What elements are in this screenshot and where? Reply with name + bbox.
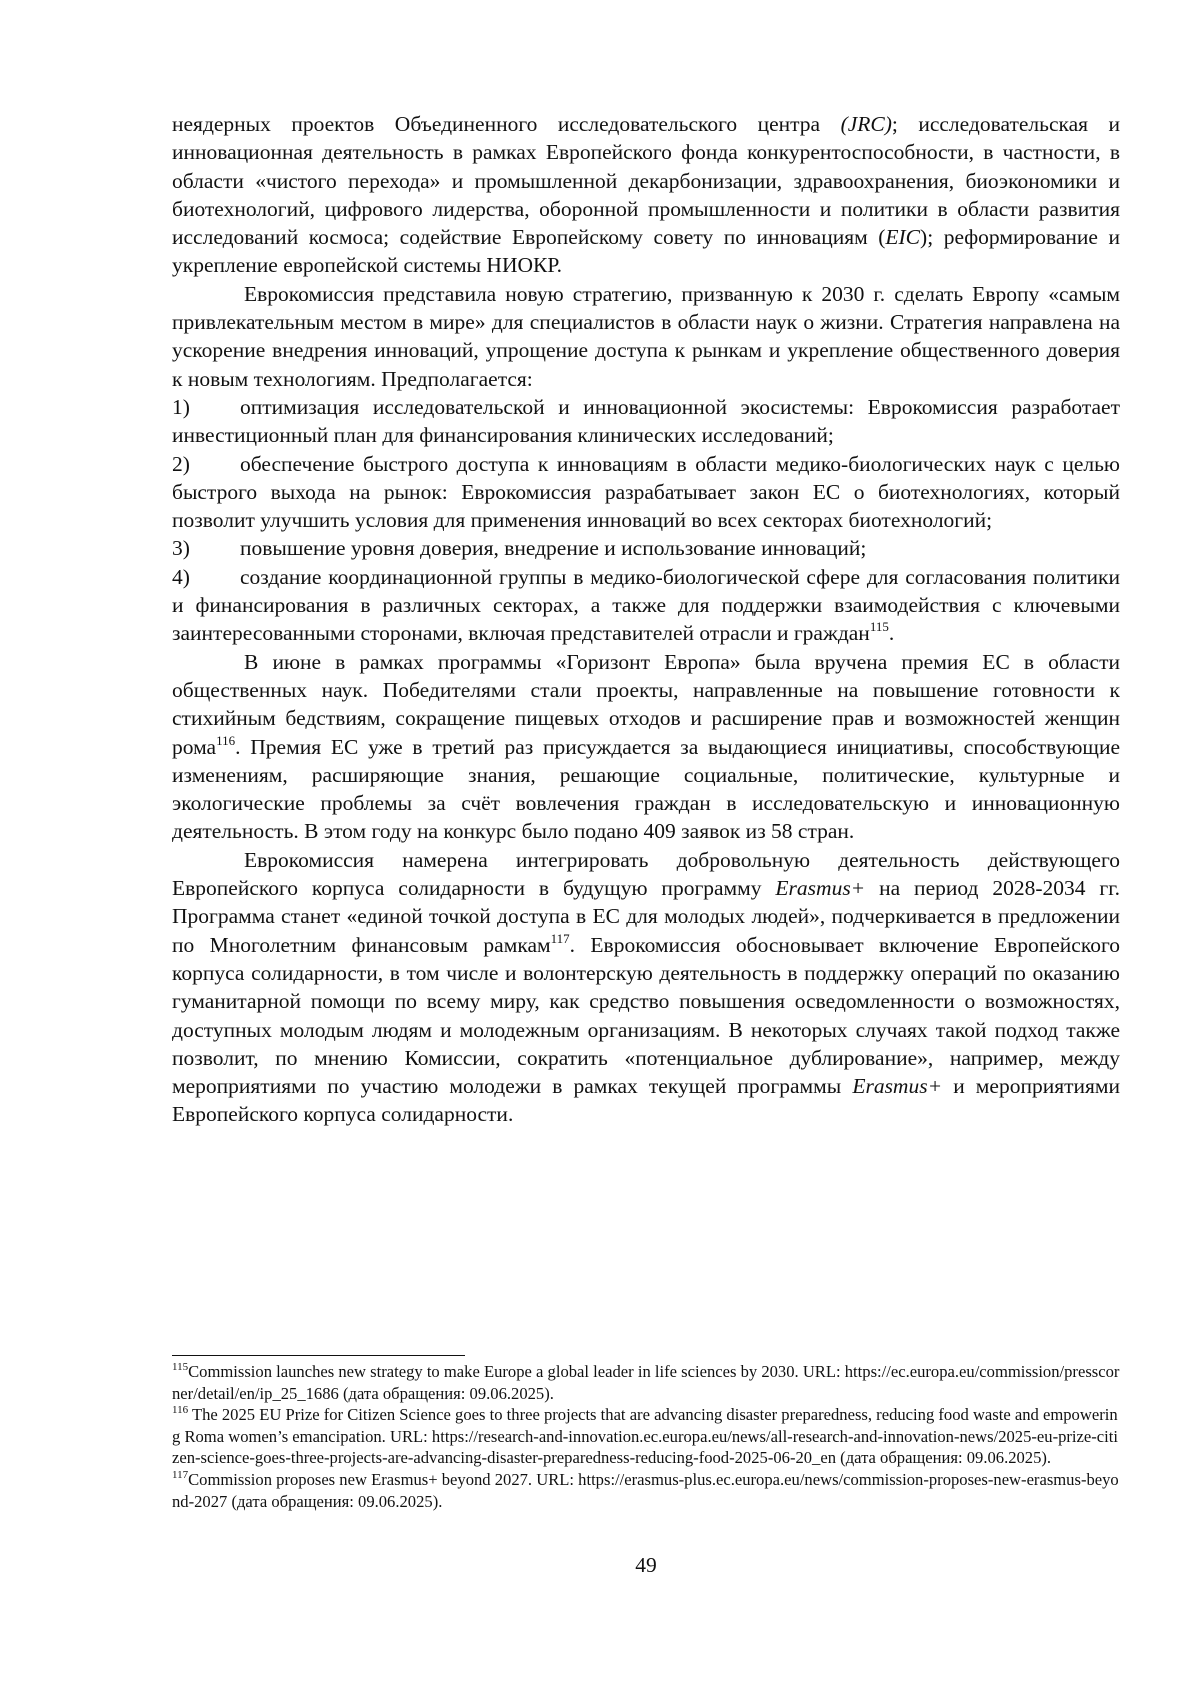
- footnote-number: 116: [172, 1404, 189, 1417]
- footnote-number: 117: [172, 1468, 189, 1481]
- footnote-number: 115: [172, 1361, 189, 1373]
- paragraph-3: В июне в рамках программы «Горизонт Европа» была вручена премия ЕС в области общественных наук. Победителями стали проекты, направленные на повышение готовности к стихийным бедствиям, сокращение пищевых отходов и расширение прав и возможностей женщин рома$^{116}$. Премия ЕС уже в третий раз присуждается за выдающиеся инициативы, способствующие изменениям, расширяющие знания, решающие социальные, политические, культурные и экологические проблемы за счёт вовлечения граждан в исследовательскую и инновационную деятельность. В этом году на конкурс было подано 409 заявок из 58 стран.: [172, 649, 1120, 844]
- list-number: 2): [172, 451, 190, 476]
- footnote-ref-117[interactable]: 117: [550, 930, 570, 946]
- paragraph-1: неядерных проектов Объединенного исследовательского центра (JRC); исследовательская и инновационная деятельность в рамках Европейского фонда конкурентоспособности, в частности, в области «чистого перехода» и промышленной декарбонизации, здравоохранения, биоэкономики и биотехнологий, цифрового лидерства, оборонной промышленности и политики в области развития исследований космоса; содействие Европейскому совету по инновациям (EIC); реформирование и укрепление европейской системы НИОКР.: [172, 112, 1121, 278]
- list-item: 2) обеспечение быстрого доступа к инновациям в области медико-биологических наук с целью быстрого выхода на рынок: Еврокомиссия разрабатывает закон ЕС о биотехнологиях, который позволит улучшить условия для применения инноваций во всех секторах биотехнологий;: [172, 451, 1120, 533]
- erasmus-program-name: Erasmus+: [852, 1074, 943, 1099]
- footnote-separator: [172, 1355, 465, 1356]
- list-number: 3): [172, 536, 190, 561]
- footnote-ref-115[interactable]: 115: [869, 619, 889, 635]
- eic-abbreviation: EIC: [885, 225, 921, 250]
- list-number: 1): [172, 394, 190, 419]
- main-text: [172, 110, 1120, 1129]
- footnote-ref-116[interactable]: 116: [216, 732, 236, 748]
- paragraph-2: Еврокомиссия представила новую стратегию, призванную к 2030 г. сделать Европу «самым привлекательным местом в мире» для специалистов в области наук о жизни. Стратегия направлена на ускорение внедрения инноваций, упрощение доступа к рынкам и укрепление общественного доверия к новым технологиям. Предполагается:: [172, 281, 1120, 391]
- list-number: 4): [172, 564, 190, 589]
- list-item: 4) создание координационной группы в медико-биологической сфере для согласования политики и финансирования в различных секторах, а также для поддержки взаимодействия с ключевыми заинтересованными сторонами, включая представителей отрасли и граждан$^{115}$.: [172, 564, 1120, 646]
- page-number: 49: [635, 1553, 657, 1577]
- footnote-115: $^{115}$Commission launches new strategy to make Europe a global leader in life sciences by 2030. URL: https://ec.europa.eu/commission/presscorner/detail/en/ip_25_1686 (дата обращения: 09.06.2025).: [172, 1361, 1120, 1403]
- jrc-abbreviation: (JRC): [840, 112, 892, 136]
- footnote-117: $^{117}$Commission proposes new Erasmus+ beyond 2027. URL: https://erasmus-plus.ec.europa.eu/news/commission-proposes-new-erasmus-beyond-2027 (дата обращения: 09.06.2025).: [172, 1468, 1119, 1511]
- paragraph-4: Еврокомиссия намерена интегрировать добровольную деятельность действующего Европейского корпуса солидарности в будущую программу Erasmus+ на период 2028-2034 гг. Программа станет «единой точкой доступа в ЕС для молодых людей», подчеркивается в предложении по Многолетним финансовым рамкам$^{117}$. Еврокомиссия обосновывает включение Европейского корпуса солидарности, в том числе и волонтерскую деятельность в поддержку операций по оказанию гуманитарной помощи по всему миру, как средство повышения осведомленности о возможностях, доступных молодым людям и молодежным организациям. В некоторых случаях такой подход также позволит, по мнению Комиссии, сократить «потенциальное дублирование», например, между мероприятиями по участию молодежи в рамках текущей программы Erasmus+ и мероприятиями Европейского корпуса солидарности.: [172, 847, 1120, 1127]
- footnotes: [172, 1361, 1120, 1512]
- list-item: 3) повышение уровня доверия, внедрение и использование инноваций;: [172, 534, 1120, 562]
- erasmus-program-name: Erasmus+: [775, 876, 866, 901]
- list-item: 1) оптимизация исследовательской и инновационной экосистемы: Еврокомиссия разработает инвестиционный план для финансирования клинических исследований;: [172, 394, 1120, 448]
- footnote-116: $^{116}$ The 2025 EU Prize for Citizen Science goes to three projects that are advancing disaster preparedness, reducing food waste and empowering Roma women’s emancipation. URL: https://research-and-innovation.ec.europa.eu/news/all-research-and-innovation-news/2025-eu-prize-citizen-science-goes-three-projects-are-advancing-disaster-preparedness-reducing-food-2025-06-20_en (дата обращения: 09.06.2025).: [172, 1404, 1118, 1468]
